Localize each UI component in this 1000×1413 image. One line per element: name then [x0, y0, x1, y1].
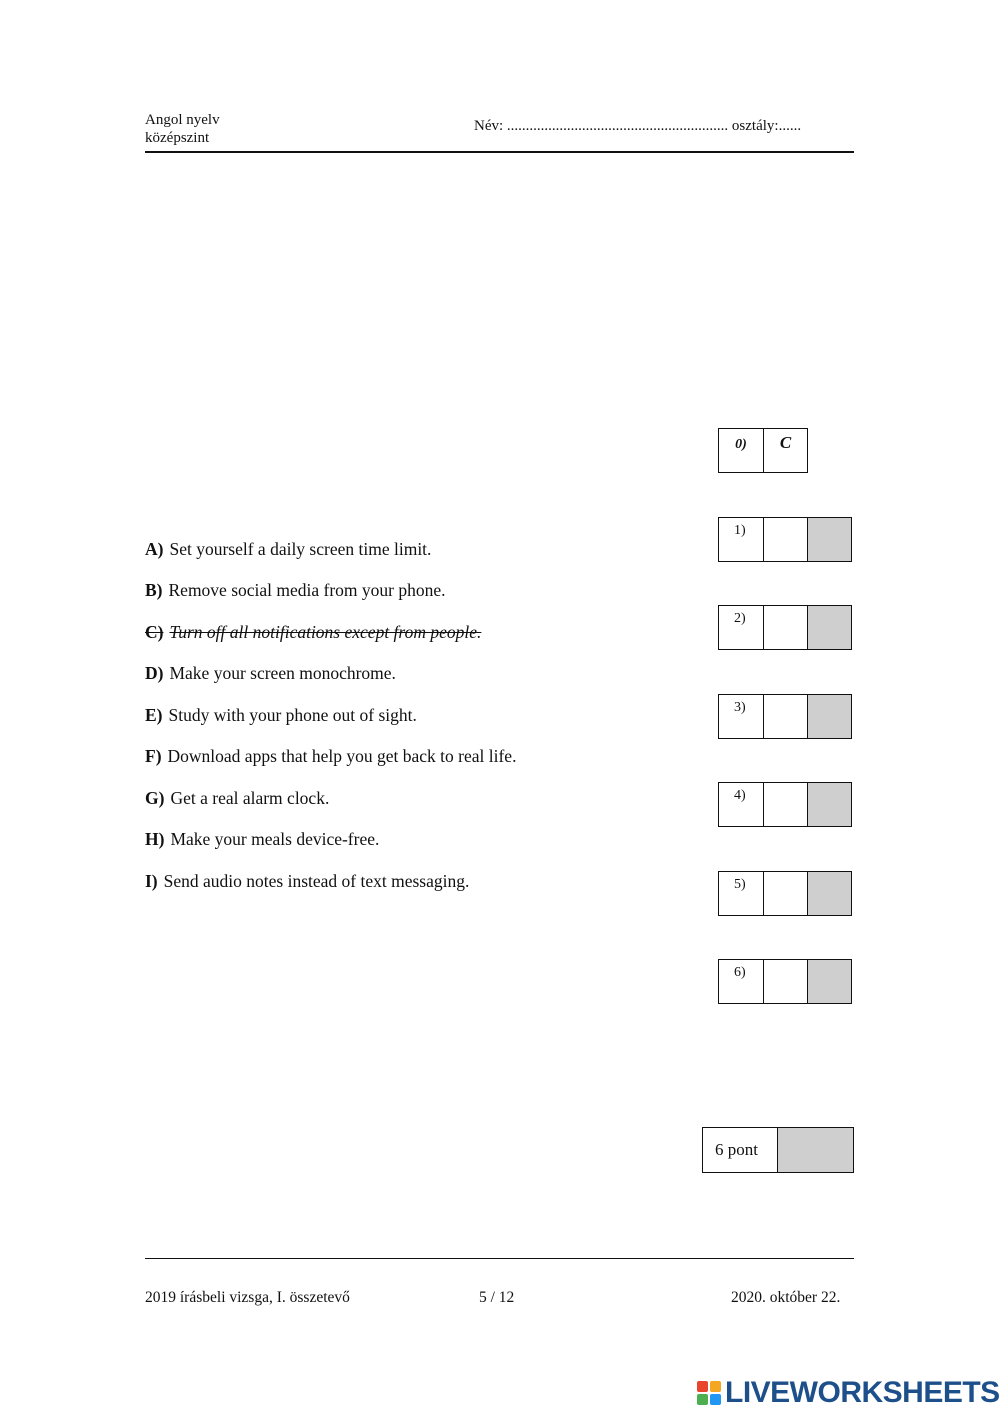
header-divider: [145, 151, 854, 153]
logo-mark-square: [710, 1381, 721, 1392]
option-letter: H): [145, 829, 165, 849]
answer-number: 2): [718, 605, 764, 650]
exam-subject: Angol nyelv: [145, 112, 220, 128]
option-a: [145, 539, 431, 560]
answer-input-5[interactable]: [763, 871, 808, 916]
option-letter: I): [145, 871, 158, 891]
option-letter: E): [145, 705, 163, 725]
footer-page-number: 5 / 12: [479, 1289, 515, 1306]
student-name-field: Név: ........................................................... osztály:......: [474, 118, 802, 134]
score-cell: [807, 517, 852, 562]
option-text: Send audio notes instead of text messaging.: [163, 871, 470, 891]
option-letter: B): [145, 580, 163, 600]
option-letter: F): [145, 746, 162, 766]
option-text: Study with your phone out of sight.: [168, 705, 417, 725]
option-letter: D): [145, 663, 164, 683]
liveworksheets-logo: [697, 1376, 1000, 1410]
option-e: [145, 705, 417, 726]
logo-mark-square: [697, 1381, 708, 1392]
example-number: 0): [718, 428, 764, 473]
logo-text: LIVEWORKSHEETS: [725, 1376, 1000, 1409]
answer-input-4[interactable]: [763, 782, 808, 827]
option-c: [145, 622, 481, 643]
score-cell: [807, 959, 852, 1004]
option-f: [145, 746, 516, 767]
footer-date: 2020. október 22.: [731, 1289, 841, 1306]
score-cell: [807, 871, 852, 916]
option-letter: C): [145, 622, 164, 642]
example-answer: C: [763, 428, 808, 473]
answer-number: 5): [718, 871, 764, 916]
answer-number: 4): [718, 782, 764, 827]
option-text: Make your meals device-free.: [170, 829, 380, 849]
option-g: [145, 788, 329, 809]
answer-input-2[interactable]: [763, 605, 808, 650]
answer-number: 3): [718, 694, 764, 739]
answer-input-3[interactable]: [763, 694, 808, 739]
logo-mark-icon: [697, 1381, 721, 1405]
option-text: Remove social media from your phone.: [168, 580, 446, 600]
option-h: [145, 829, 379, 850]
score-cell: [807, 782, 852, 827]
footer-divider: [145, 1258, 854, 1259]
score-cell: [807, 605, 852, 650]
score-cell: [807, 694, 852, 739]
option-text: Download apps that help you get back to real life.: [167, 746, 517, 766]
total-points-cell: [777, 1127, 854, 1173]
footer-exam-info: 2019 írásbeli vizsga, I. összetevő: [145, 1289, 350, 1306]
logo-mark-square: [710, 1394, 721, 1405]
exam-subject-header: [145, 111, 220, 147]
answer-number: 1): [718, 517, 764, 562]
option-b: [145, 580, 446, 601]
option-letter: G): [145, 788, 165, 808]
answer-number: 6): [718, 959, 764, 1004]
option-text: Make your screen monochrome.: [169, 663, 396, 683]
answer-input-1[interactable]: [763, 517, 808, 562]
option-text: Turn off all notifications except from people.: [169, 622, 482, 642]
exam-level: középszint: [145, 130, 210, 146]
answer-input-6[interactable]: [763, 959, 808, 1004]
option-text: Get a real alarm clock.: [170, 788, 330, 808]
option-letter: A): [145, 539, 164, 559]
total-points-label: 6 pont: [702, 1127, 778, 1173]
option-d: [145, 663, 396, 684]
option-i: [145, 871, 469, 892]
logo-mark-square: [697, 1394, 708, 1405]
option-text: Set yourself a daily screen time limit.: [169, 539, 432, 559]
